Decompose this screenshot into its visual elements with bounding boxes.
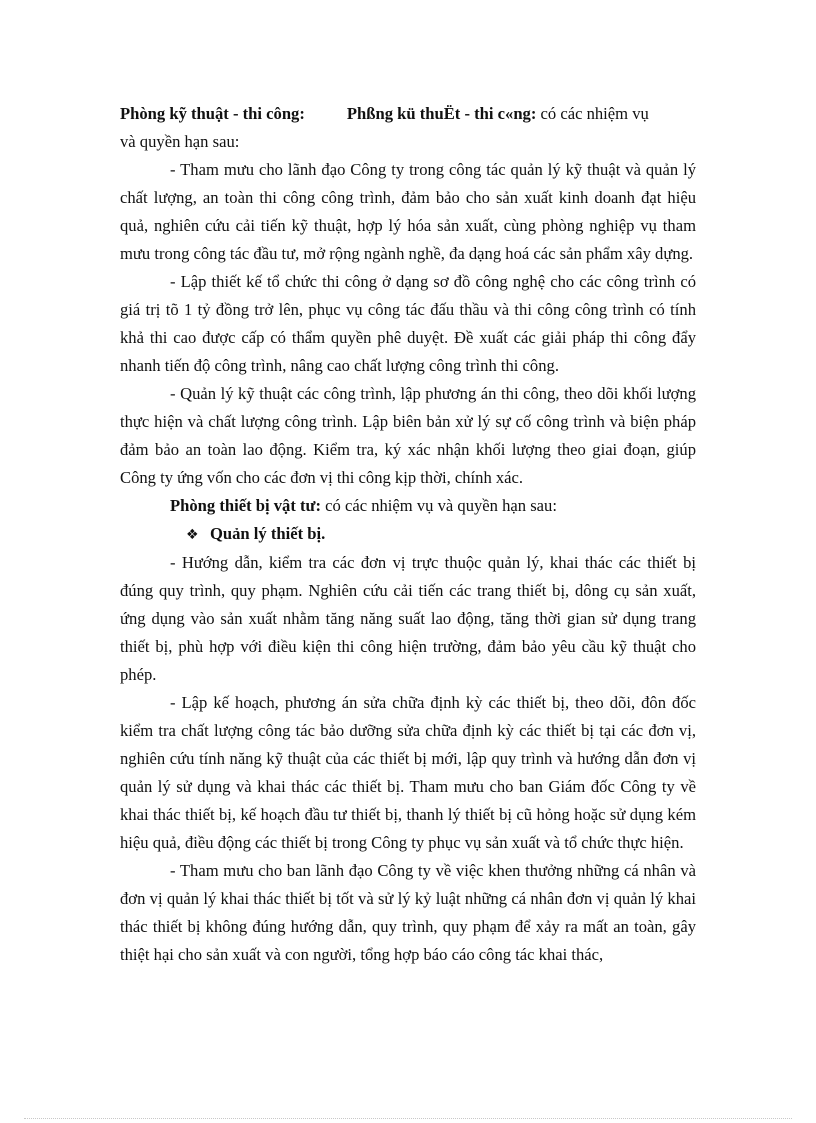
document-page <box>120 100 696 969</box>
technical-paragraph-1: - Tham mưu cho lãnh đạo Công ty trong công tác quản lý kỹ thuật và quản lý chất lượng, an toàn thi công công trình, đảm bảo cho sản xuất kinh doanh đạt hiệu quả, nghiên cứu cải tiến kỹ thuật, hợp lý hóa sản xuất, cùng phòng nghiệp vụ tham mưu trong công tác đầu tư, mở rộng ngành nghề, đa dạng hoá các sản phẩm xây dựng. <box>120 160 696 263</box>
equipment-dept-heading <box>120 492 696 520</box>
technical-paragraph-2: - Lập thiết kế tổ chức thi công ở dạng sơ đồ công nghệ cho các công trình có giá trị tõ 1 tỷ đồng trở lên, phục vụ công tác đấu thầu và thi công công trình có tính khả thi cao được cấp có thẩm quyền phê duyệt. Đề xuất các giải pháp thi công đẩy nhanh tiến độ công trình, nâng cao chất lượng công trình thi công. <box>120 272 696 375</box>
equipment-dept-heading-rest: có các nhiệm vụ và quyền hạn sau: <box>321 496 557 515</box>
equipment-management-title: Quản lý thiết bị. <box>210 524 326 543</box>
technical-dept-heading <box>120 100 696 128</box>
page-bottom-divider <box>24 1118 792 1119</box>
technical-dept-heading-rest: có các nhiệm vụ <box>536 104 649 123</box>
diamond-bullet-icon: ❖ <box>186 527 199 543</box>
equipment-paragraph-2: - Lập kế hoạch, phương án sửa chữa định kỳ các thiết bị, theo dõi, đôn đốc kiểm tra chất lượng công tác bảo dưỡng sửa chữa định kỳ các thiết bị tại các đơn vị, nghiên cứu tính năng kỹ thuật của các thiết bị mới, lập quy trình và hướng dẫn đơn vị quản lý sử dụng và khai thác các thiết bị. Tham mưu cho ban Giám đốc Công ty về khai thác thiết bị, kế hoạch đầu tư thiết bị, thanh lý thiết bị cũ hỏng hoặc sử dụng kém hiệu quả, điều động các thiết bị trong Công ty phục vụ sản xuất và tổ chức thực hiện. <box>120 693 696 852</box>
equipment-dept-title: Phòng thiết bị vật tư: <box>170 496 322 515</box>
equipment-management-bullet <box>120 520 696 549</box>
equipment-paragraph-1: - Hướng dẫn, kiểm tra các đơn vị trực thuộc quản lý, khai thác các thiết bị đúng quy trình, quy phạm. Nghiên cứu cải tiến các trang thiết bị, dông cụ sản xuất, ứng dụng vào sản xuất nhằm tăng năng suất lao động, tăng thời gian sử dụng trang thiết bị, phù hợp với điều kiện thi công hiện trường, đảm bảo yêu cầu kỹ thuật cho phép. <box>120 553 696 684</box>
equipment-paragraph-3: - Tham mưu cho ban lãnh đạo Công ty về việc khen thưởng những cá nhân và đơn vị quản lý khai thác thiết bị tốt và sử lý kỷ luật những cá nhân đơn vị quản lý khai thác thiết bị không đúng hướng dẫn, quy trình, quy phạm để xảy ra mất an toàn, gây thiệt hại cho sản xuất và con người, tổng hợp báo cáo công tác khai thác, <box>120 861 696 964</box>
technical-dept-heading-continuation: và quyền hạn sau: <box>120 132 240 151</box>
technical-dept-title: Phòng kỹ thuật - thi công: <box>120 104 305 123</box>
technical-dept-title-garbled: Phßng kü thuËt - thi c«ng: <box>346 104 537 123</box>
technical-paragraph-3: - Quản lý kỹ thuật các công trình, lập phương án thi công, theo dõi khối lượng thực hiện và chất lượng công trình. Lập biên bản xử lý sự cố công trình và biện pháp đảm bảo an toàn lao động. Kiểm tra, ký xác nhận khối lượng theo giai đoạn, giúp Công ty ứng vốn cho các đơn vị thi công kịp thời, chính xác. <box>120 384 696 487</box>
